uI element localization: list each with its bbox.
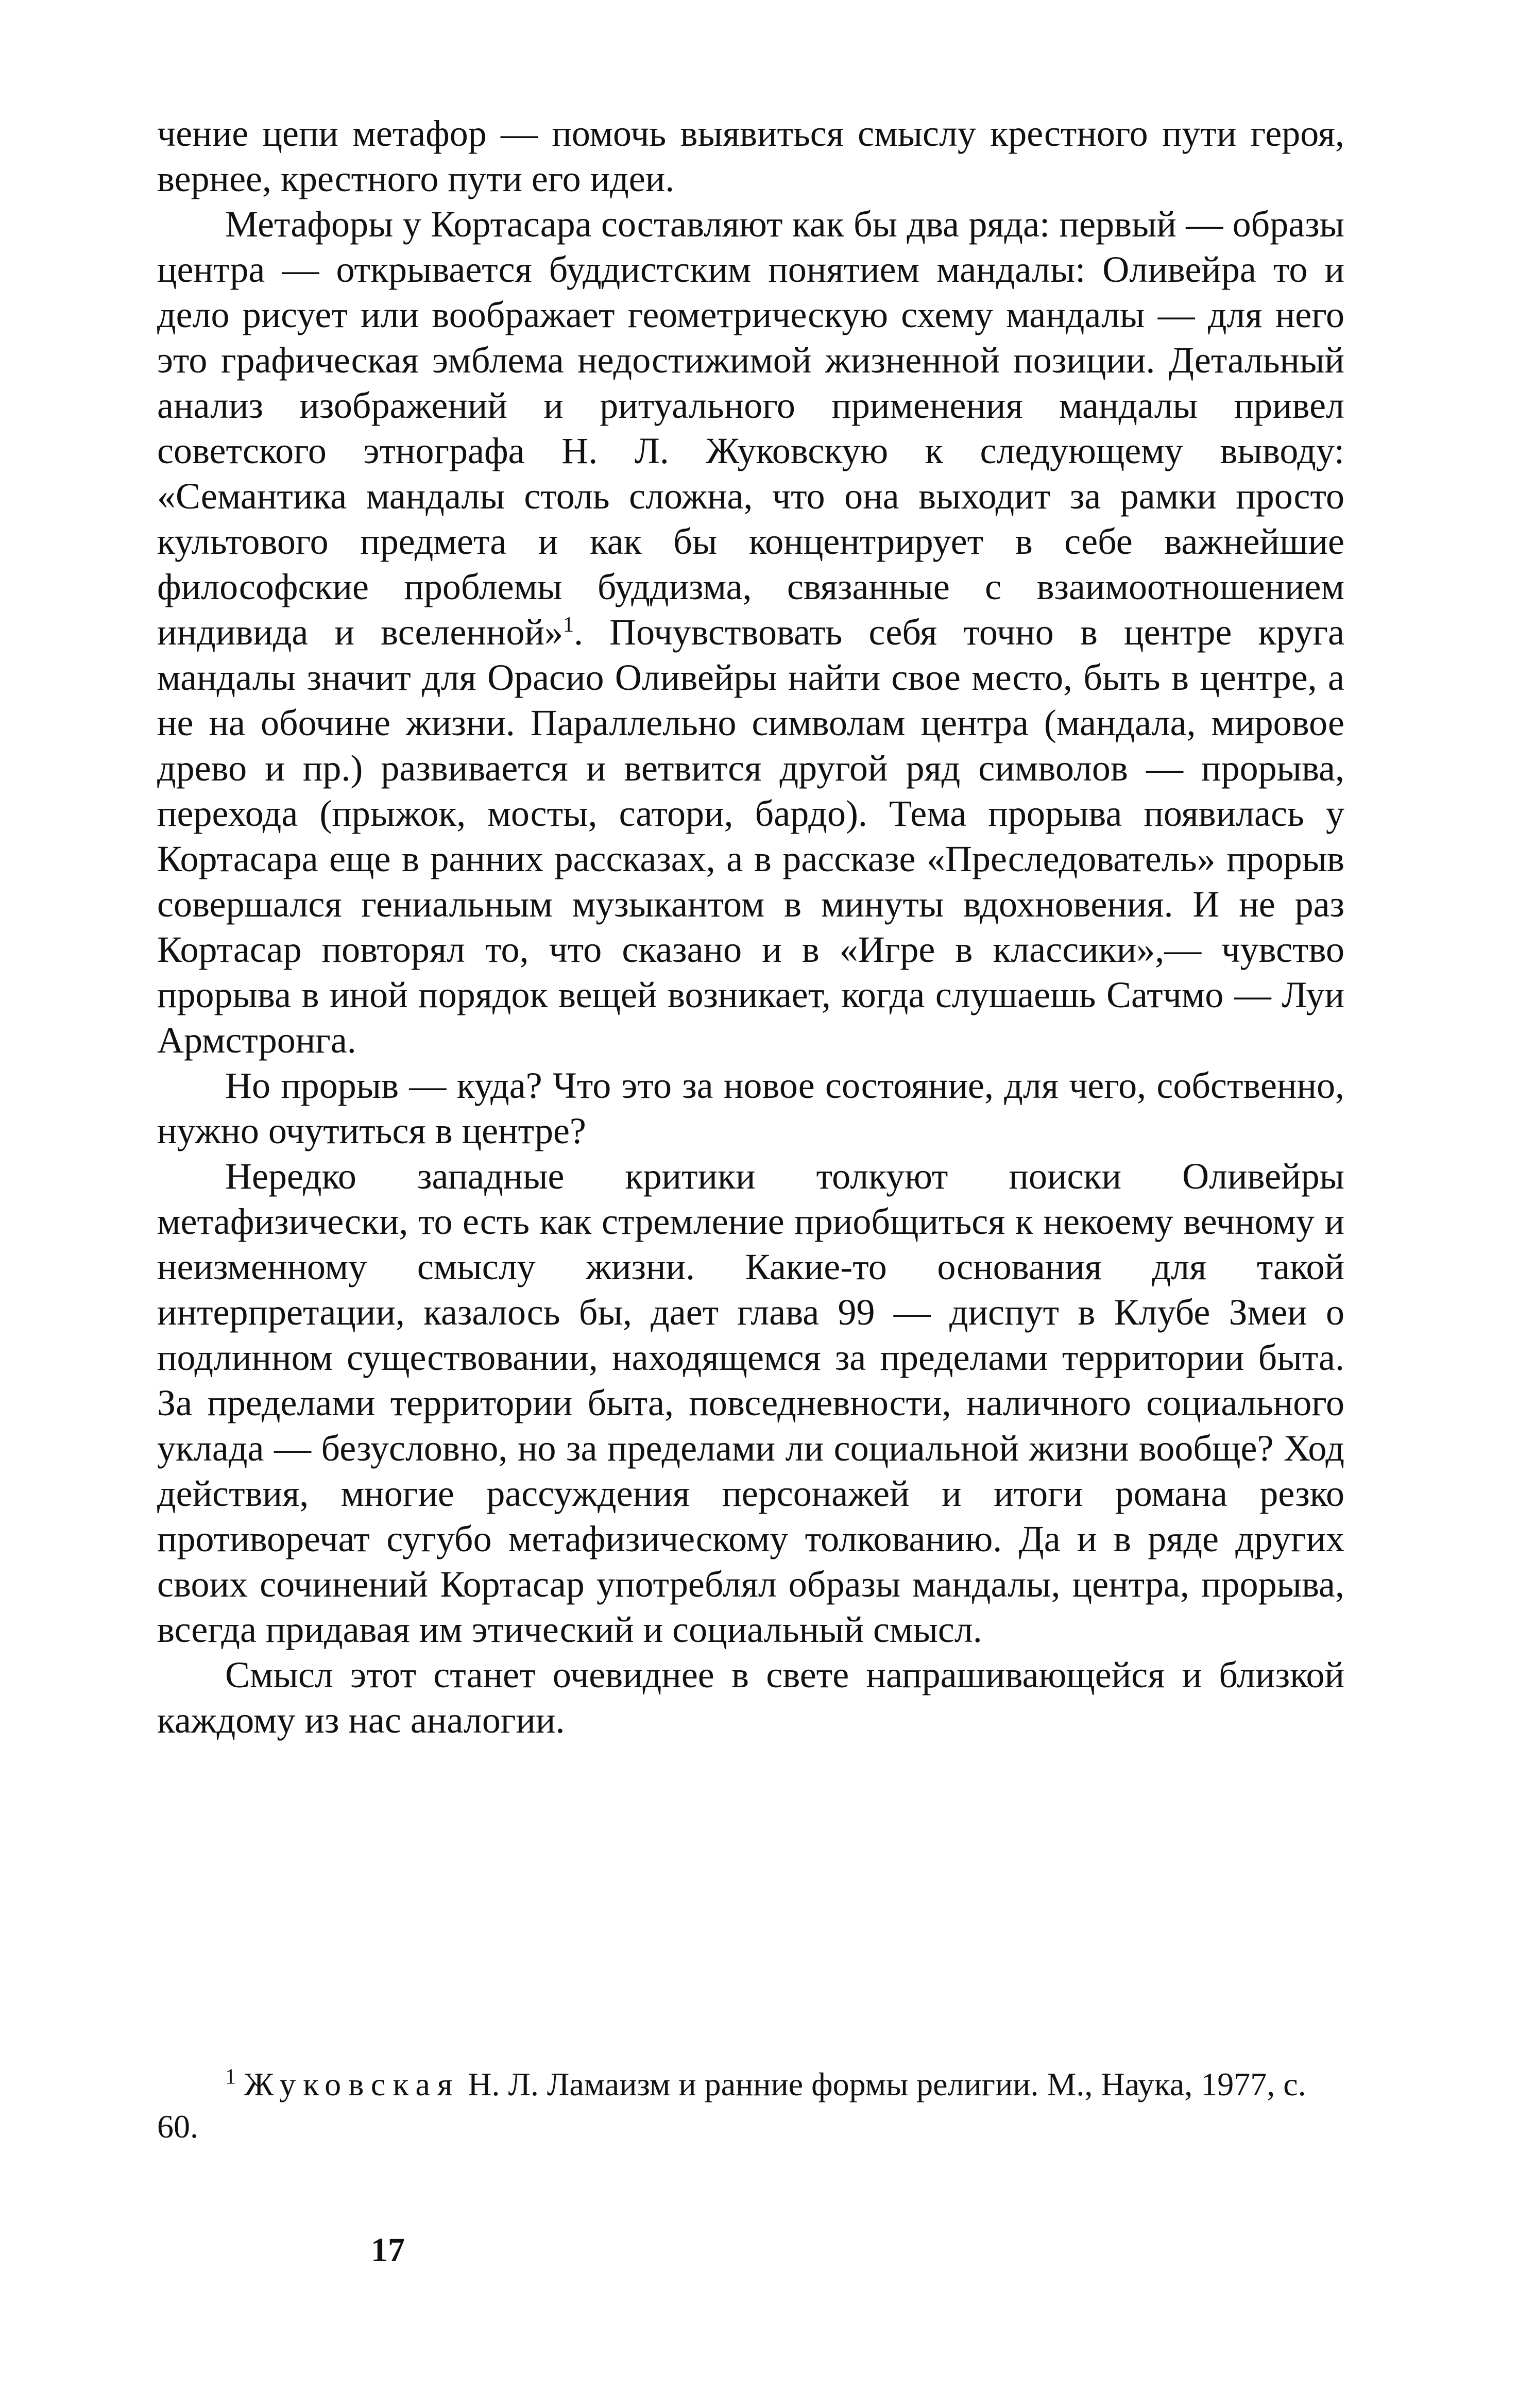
footnote-mark: 1 (225, 2065, 236, 2089)
paragraph-metaphors (157, 201, 1344, 1063)
footnote-text: Н. Л. Ламаизм и ранние формы религии. М., Наука, 1977, с. 60. (157, 2066, 1306, 2145)
main-text (157, 111, 1344, 1743)
paragraph-analogy: Смысл этот станет очевиднее в свете напрашивающейся и близкой каждому из нас аналогии. (157, 1654, 1344, 1741)
paragraph-critics: Нередко западные критики толкуют поиски Оливейры метафизически, то есть как стремление приобщиться к некоему вечному и неизменному смыслу жизни. Какие-то основания для такой интерпретации, казалось бы, дает глава 99 — диспут в Клубе Змеи о подлинном существовании, находящемся за пределами территории быта. За пределами территории быта, повседневности, наличного социального уклада — безусловно, но за пределами ли социальной жизни вообще? Ход действия, многие рассуждения персонажей и итоги романа резко противоречат сугубо метафизическому толкованию. Да и в ряде других своих сочинений Кортасар употреблял образы мандалы, центра, прорыва, всегда придавая им этический и социальный смысл. (157, 1156, 1344, 1650)
paragraph-continuation: чение цепи метафор — помочь выявиться смыслу крестного пути героя, вернее, крестного пути его идеи. (157, 113, 1344, 199)
footnotes (157, 2063, 1344, 2148)
paragraph-metaphors-part1: Метафоры у Кортасара составляют как бы два ряда: первый — образы центра — открывается буддистским понятием мандалы: Оливейра то и дело рисует или воображает геометрическую схему мандалы — для него это графическая эмблема недостижимой жизненной позиции. Детальный анализ изображений и ритуального применения мандалы привел советского этнографа Н. Л. Жуковскую к следующему выводу: «Семантика мандалы столь сложна, что она выходит за рамки просто культового предмета и как бы концентрирует в себе важнейшие философские проблемы буддизма, связанные с взаимоотношением индивида и вселенной» (157, 204, 1344, 653)
footnote-author: Жуковская (244, 2066, 460, 2102)
page-number: 17 (371, 2231, 405, 2269)
paragraph-metaphors-part2: . Почувствовать себя точно в центре круга мандалы значит для Орасио Оливейры найти свое место, быть в центре, а не на обочине жизни. Параллельно символам центра (мандала, мировое древо и пр.) развивается и ветвится другой ряд символов — прорыва, перехода (прыжок, мосты, сатори, бардо). Тема прорыва появилась у Кортасара еще в ранних рассказах, а в рассказе «Преследователь» прорыв совершался гениальным музыкантом в минуты вдохновения. И не раз Кортасар повторял то, что сказано и в «Игре в классики»,— чувство прорыва в иной порядок вещей возникает, когда слушаешь Сатчмо — Луи Армстронга. (157, 612, 1344, 1061)
footnote-reference[interactable]: 1 (562, 613, 574, 637)
footnote-1 (157, 2063, 1344, 2148)
paragraph-question: Но прорыв — куда? Что это за новое состояние, для чего, собственно, нужно очутиться в центре? (157, 1065, 1344, 1151)
